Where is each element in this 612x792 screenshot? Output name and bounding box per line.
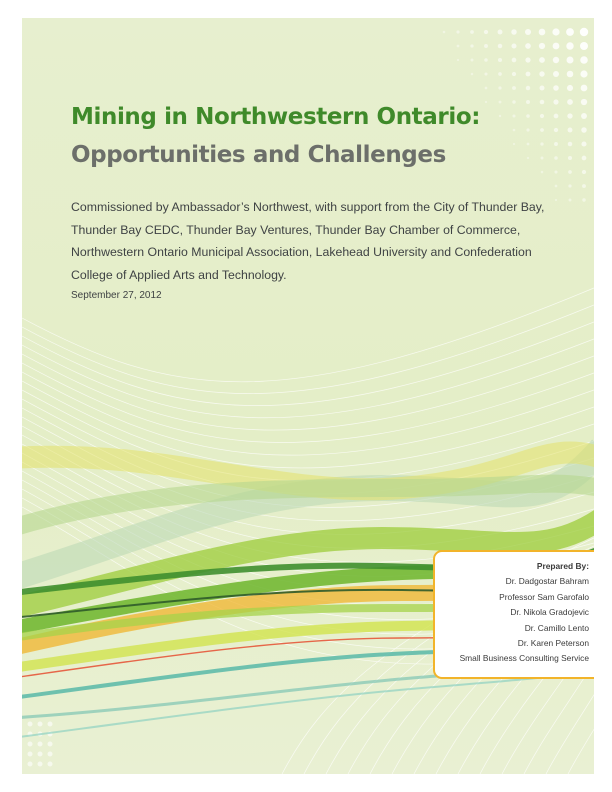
author-name: Dr. Dadgostar Bahram	[505, 576, 589, 587]
author-name: Small Business Consulting Service	[459, 653, 589, 664]
commission-line: College of Applied Arts and Technology.	[71, 267, 287, 282]
commission-statement	[71, 196, 545, 286]
author-name: Dr. Nikola Gradojevic	[510, 607, 589, 618]
report-date: September 27, 2012	[71, 290, 162, 301]
report-title-line-2: Opportunities and Challenges	[71, 142, 446, 168]
prepared-by-box	[433, 550, 594, 679]
commission-line: Commissioned by Ambassador’s Northwest, with support from the City of Thunder Bay,	[71, 200, 545, 214]
commission-line: Thunder Bay CEDC, Thunder Bay Ventures, Thunder Bay Chamber of Commerce,	[71, 222, 521, 237]
author-name: Dr. Camillo Lento	[524, 622, 589, 633]
author-name: Professor Sam Garofalo	[499, 591, 589, 602]
prepared-by-heading: Prepared By:	[536, 561, 589, 571]
commission-line: Northwestern Ontario Municipal Association, Lakehead University and Confederation	[71, 245, 532, 259]
cover-page	[22, 18, 594, 774]
report-title-line-1: Mining in Northwestern Ontario:	[71, 104, 481, 130]
author-name: Dr. Karen Peterson	[517, 638, 589, 649]
